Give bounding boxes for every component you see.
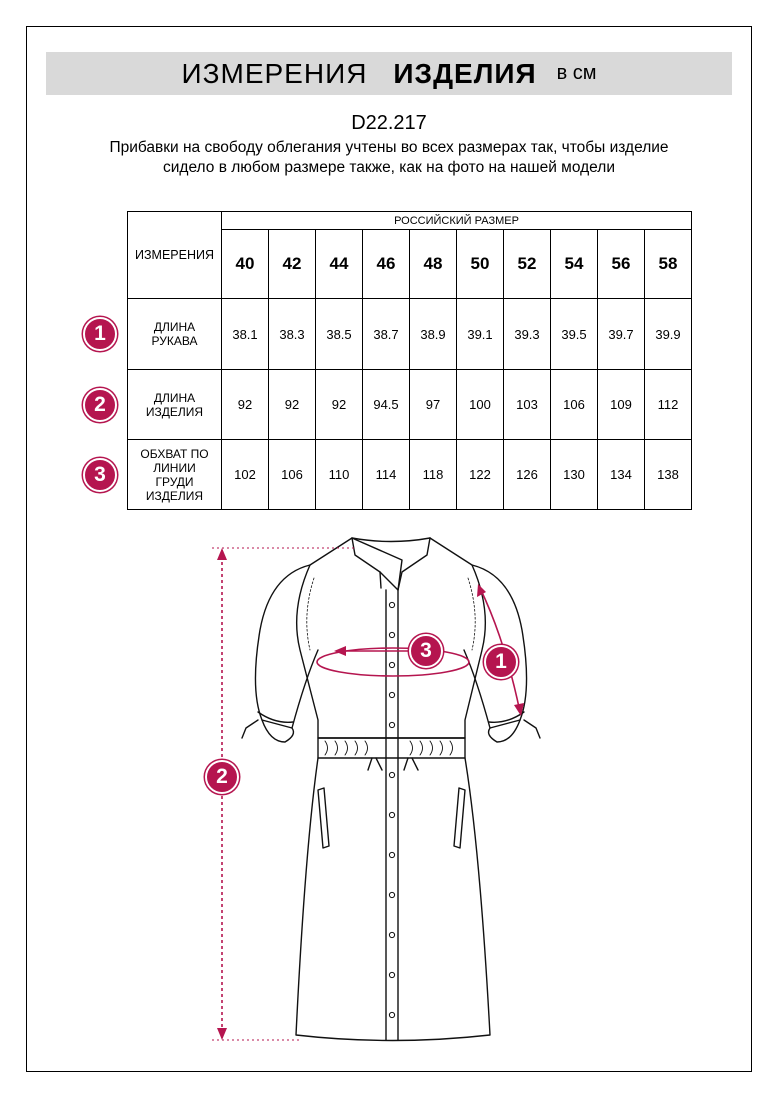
table-cell: 126	[504, 440, 551, 510]
table-cell: 130	[551, 440, 598, 510]
drawing-marker-length: 2	[205, 760, 239, 794]
size-header: 40	[222, 230, 269, 299]
table-cell: 102	[222, 440, 269, 510]
row-label-text: ДЛИНА ИЗДЕЛИЯ	[145, 390, 204, 419]
table-cell: 39.3	[504, 299, 551, 370]
table-cell: 118	[410, 440, 457, 510]
size-header: 42	[269, 230, 316, 299]
title-measurements: ИЗМЕРЕНИЯ	[181, 57, 368, 89]
table-cell: 39.9	[645, 299, 692, 370]
size-header: 52	[504, 230, 551, 299]
row-number-badge: 3	[83, 458, 117, 492]
title-product: ИЗДЕЛИЯ	[393, 57, 537, 89]
table-cell: 103	[504, 370, 551, 440]
table-cell: 92	[316, 370, 363, 440]
row-label-text: ДЛИНА РУКАВА	[151, 320, 198, 348]
row-number-badge: 2	[83, 388, 117, 422]
size-header: 46	[363, 230, 410, 299]
table-cell: 106	[551, 370, 598, 440]
row-number-badge: 1	[83, 317, 117, 351]
table-cell: 94.5	[363, 370, 410, 440]
table-cell: 134	[598, 440, 645, 510]
table-cell: 39.5	[551, 299, 598, 370]
table-cell: 97	[410, 370, 457, 440]
table-cell: 106	[269, 440, 316, 510]
article-code: D22.217	[351, 112, 427, 134]
size-header: 56	[598, 230, 645, 299]
table-cell: 38.7	[363, 299, 410, 370]
table-cell: 38.9	[410, 299, 457, 370]
table-cell: 39.7	[598, 299, 645, 370]
size-header: 58	[645, 230, 692, 299]
table-cell: 112	[645, 370, 692, 440]
table-cell: 109	[598, 370, 645, 440]
size-system-header: РОССИЙСКИЙ РАЗМЕР	[222, 212, 692, 230]
fit-note: Прибавки на свободу облегания учтены во всех размерах так, чтобы изделие сидело в любом размере также, как на фото на нашей модели	[109, 139, 669, 176]
drawing-marker-chest: 3	[409, 634, 443, 668]
table-cell: 114	[363, 440, 410, 510]
size-header: 50	[457, 230, 504, 299]
table-cell: 38.3	[269, 299, 316, 370]
measure-header: ИЗМЕРЕНИЯ	[128, 212, 222, 299]
table-cell: 110	[316, 440, 363, 510]
size-header: 44	[316, 230, 363, 299]
table-cell: 92	[269, 370, 316, 440]
table-cell: 138	[645, 440, 692, 510]
table-cell: 38.5	[316, 299, 363, 370]
table-cell: 38.1	[222, 299, 269, 370]
size-header: 54	[551, 230, 598, 299]
title-unit: в см	[556, 62, 597, 84]
table-cell: 100	[457, 370, 504, 440]
drawing-marker-sleeve: 1	[484, 645, 518, 679]
table-cell: 122	[457, 440, 504, 510]
table-cell: 92	[222, 370, 269, 440]
table-cell: 39.1	[457, 299, 504, 370]
size-header: 48	[410, 230, 457, 299]
row-label-text: ОБХВАТ ПО ЛИНИИ ГРУДИ ИЗДЕЛИЯ	[140, 446, 209, 503]
